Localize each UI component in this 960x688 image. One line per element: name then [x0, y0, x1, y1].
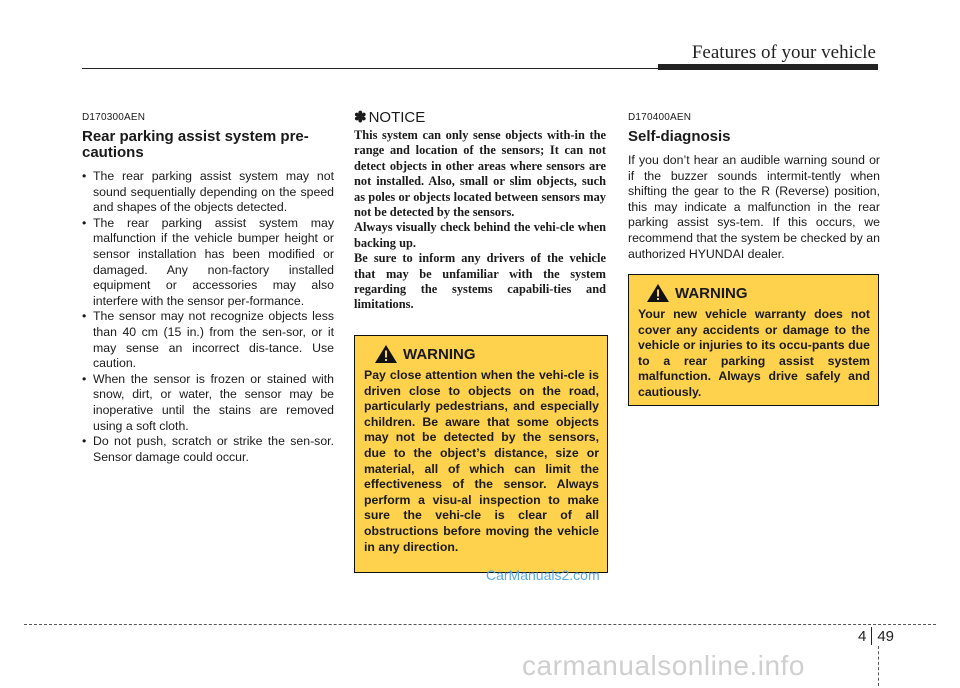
section-heading: Self-diagnosis	[628, 128, 731, 145]
section-body: If you don’t hear an audible warning sound or if the buzzer sounds intermit-tently when shifting the gear to the R (Reverse) position, this may indicate a malfunction in the rear parking assist sys-tem. If this occurs, we recommend that the system be checked by an authorized HYUNDAI dealer.	[628, 153, 880, 261]
bullet-icon: •	[82, 309, 87, 324]
list-item-text: Do not push, scratch or strike the sen-sor. Sensor damage could occur.	[93, 434, 334, 464]
notice-paragraph: This system can only sense objects with-in the range and location of the sensors; It can not detect objects in other areas where sensors are not installed. Also, small or slim objects, such as poles or objects located between sensors may not be detected by the sensors.	[354, 128, 606, 220]
section-code: D170300AEN	[82, 112, 146, 123]
header-rule	[82, 68, 878, 69]
watermark-link[interactable]: CarManuals2.com	[486, 567, 600, 583]
page-number	[858, 627, 894, 645]
column-self-diagnosis	[628, 112, 880, 262]
page-number-value: 49	[877, 627, 895, 645]
section-code: D170400AEN	[628, 112, 692, 123]
list-item-text: The rear parking assist system may malfunction if the vehicle bumper height or sensor installation has been modified or damaged. Any non-factory installed equipment or accessories may also interfere with the sensor per-formance.	[93, 215, 334, 308]
list-item-text: The sensor may not recognize objects less than 40 cm (15 in.) from the sen-sor, or it may sense an incorrect dis-tance. Use caution.	[93, 309, 334, 371]
list-item	[82, 169, 334, 216]
page-header-title: Features of your vehicle	[691, 42, 876, 63]
notice-paragraph: Be sure to inform any drivers of the vehicle that may be unfamiliar with the system regarding the systems capabili-ties and limitations.	[354, 251, 606, 312]
warning-label: WARNING	[675, 284, 748, 302]
warning-triangle-icon	[374, 344, 398, 364]
footer-rule	[24, 624, 936, 625]
warning-box-warranty	[628, 274, 879, 406]
page-number-separator	[871, 627, 872, 645]
precautions-list	[82, 169, 334, 465]
bullet-icon: •	[82, 215, 87, 230]
warning-text: Pay close attention when the vehi-cle is driven close to objects on the road, particularly pedestrians, and especially children. Be aware that some objects may not be detected by the sensors, due to the object’s distance, size or material, all of which can limit the effectiveness of the sensor. Always perform a visu-al inspection to make sure the vehi-cle is clear of all obstructions before moving the vehicle in any direction.	[364, 368, 599, 554]
bullet-icon: •	[82, 434, 87, 449]
section-heading: Rear parking assist system pre-cautions	[82, 128, 309, 161]
column-rear-parking-precautions	[82, 112, 334, 465]
header-rule-thick	[658, 64, 878, 70]
warning-header	[638, 283, 870, 303]
bullet-icon: •	[82, 169, 87, 183]
list-item	[82, 309, 334, 371]
column-notice	[354, 109, 606, 313]
bullet-icon: •	[82, 371, 87, 386]
chapter-number: 4	[858, 627, 867, 645]
warning-label: WARNING	[403, 345, 476, 363]
list-item-text: When the sensor is frozen or stained with snow, dirt, or water, the sensor may be inoperative until the stains are removed using a soft cloth.	[93, 371, 334, 433]
notice-heading	[354, 108, 606, 126]
warning-header	[364, 344, 599, 364]
warning-text: Your new vehicle warranty does not cover any accidents or damage to the vehicle or injuries to its occu-pants due to a rear parking assist system malfunction. Always drive safely and cautiously.	[638, 307, 870, 399]
notice-title-text: NOTICE	[368, 109, 426, 126]
warning-triangle-icon	[646, 283, 670, 303]
list-item	[82, 216, 334, 310]
notice-star-icon: ✽	[354, 109, 367, 126]
list-item-text: The rear parking assist system may not sound sequentially depending on the speed and shapes of the objects detected.	[93, 169, 334, 215]
footer-vertical-rule	[878, 646, 879, 686]
warning-box-pedestrians	[354, 335, 608, 573]
notice-paragraph: Always visually check behind the vehi-cle when backing up.	[354, 220, 606, 250]
list-item	[82, 372, 334, 434]
site-watermark: carmanualsonline.info	[522, 650, 805, 681]
list-item	[82, 434, 334, 465]
